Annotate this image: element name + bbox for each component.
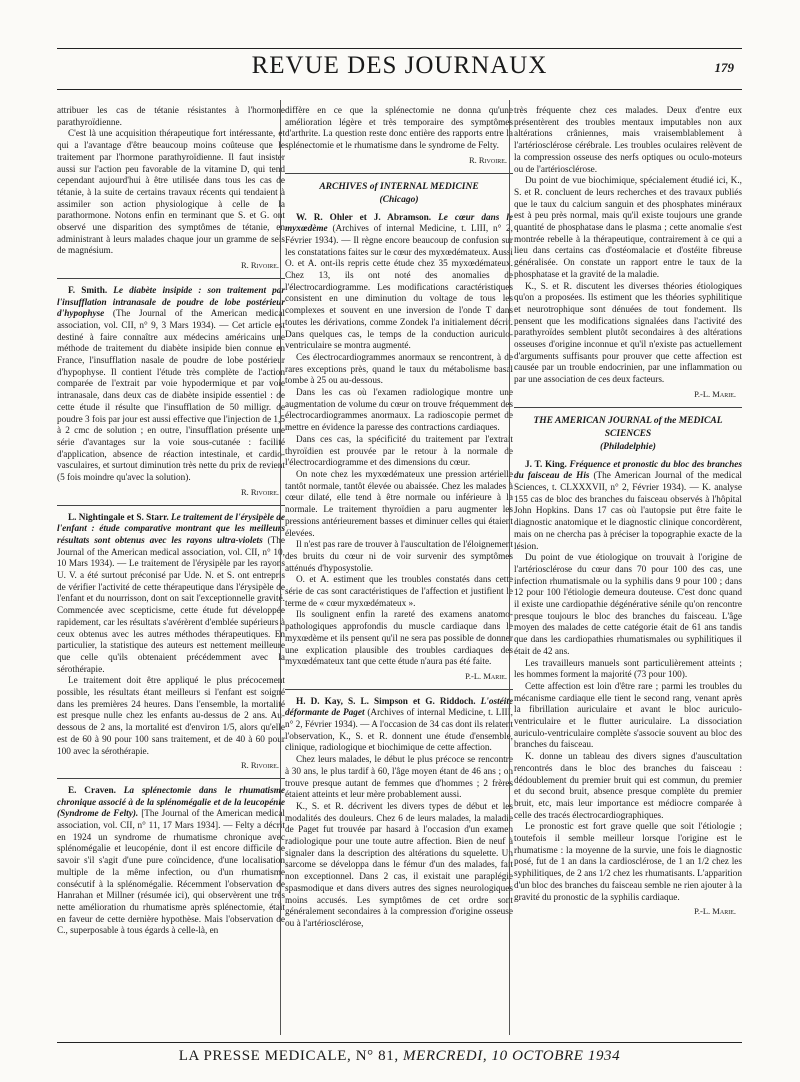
paragraph-text: K., S. et R. discutent les diverses théories étiologiques qu'on a proposées. Ils estiment que les théories syphilitique et neurotrophique sont dénuées de tout fondement. Ils pensent que les modifications signalées dans l'activité des parathyroïdes semblent plutôt secondaires à des altérations osseuses d'origine inconnue et qu'il n'existe pas actuellement d'arguments suffisants pour prouver que cette affection est causée par un trouble endocrinien, par une inflammation ou par une association de ces deux facteurs. [514,281,742,386]
paragraph-text: Dans les cas où l'examen radiologique montre une augmentation de volume du cœur on trouve fréquemment des électrocardiogrammes anormaux. La radioscopie permet de mettre en évidence la paresse des contractions cardiaques. [285,388,513,434]
paragraph [285,540,513,575]
page-footer [57,1047,742,1069]
paragraph [514,659,742,682]
footer-text [179,1048,621,1064]
entry-authors: L. Nightingale et S. Starr. [68,512,169,523]
paragraph [57,676,285,758]
paragraph-text: A l'occasion de 34 cas dont ils relatent l'observation, K., S. et R. donnent une étude d'ensemble, clinique, radiologique et biochimique de cette affection. [285,720,513,754]
entry-citation: (The American Journal of the medical Sciences, t. CLXXXVII, n° 2, Février 1934). — [514,471,742,493]
footer-rule [57,1042,742,1043]
journal-city: (Philadelphie) [600,441,656,452]
entry-title: Le cœur dans le myxœdème [285,212,514,235]
paragraph-text: Les travailleurs manuels sont particulièrement atteints ; les hommes forment la majorité (73 pour 100). [514,658,742,681]
entry-citation: (The Journal of the American medical association, vol. CII, n° 10, 10 Mars 1934). — [57,535,286,570]
separator-rule [57,278,285,279]
reviewer-signature: P.-L. Marie. [694,906,736,917]
entry-authors: H. D. Kay, S. L. Simpson et G. Riddoch. [296,696,476,707]
entry-authors: E. Craven. [68,785,116,796]
paragraph-text: Dans ces cas, la spécificité du traitement par l'extrait thyroïdien est prouvée par le retour à la normale de l'électrocardiogramme et des dimensions du cœur. [285,434,513,469]
reviewer-signature: P.-L. Marie. [465,670,507,681]
separator-rule [285,173,513,174]
separator-rule [57,778,285,779]
paragraph [285,388,513,435]
header-rule-bottom [57,89,742,90]
reviewer-signature: R. Rivoire. [240,760,279,771]
paragraph [285,353,513,388]
paragraph [514,752,742,822]
continued-text [57,106,285,272]
entry-title: Le traitement de l'érysipèle de l'enfant : étude comparative montrant que les meilleurs résultats sont obtenus avec les rayons ultra-violets [57,512,286,546]
paragraph-text: très fréquente chez ces malades. Deux d'entre eux présentèrent des troubles mentaux imputables non aux altérations crâniennes, mais vraisemblablement à l'artériosclérose cérébrale. Les troubles oculaires relèvent de la compression osseuse des nerfs optiques ou oculo-moteurs ou de l'artériosclérose. [514,106,742,175]
paragraph [285,575,513,610]
journal-section-heading [285,181,513,207]
review-entry [285,213,513,683]
paragraph-text: Felty a décrit en 1924 un syndrome de rhumatisme chronique avec splénomégalie et leucopénie, dont il est encore difficile de savoir s'il s'agit d'une pure coïncidence, d'une localisation multiple de la même infection, ou d'un rhumatisme consécutif à la splénomégalie. Récemment l'observation de Hanrahan et Millner (résumée ici), qui observèrent une très nette amélioration du rhumatisme après splénectomie, était en faveur de cette dernière hypothèse. Mais l'observation de C., superposable à tous égards à celle-là, en [57,821,285,937]
paragraph-text: Le pronostic est fort grave quelle que soit l'étiologie ; toutefois il semble meilleur lorsque l'origine est le rhumatisme : la moyenne de la survie, une fois le diagnostic posé, fut de 1 an dans la cardiosclérose, de 1 an 1/2 chez les syphilitiques, de 2 ans 1/2 chez les rhumatisants. L'apparition d'un bloc des branches du faisceau semble ne rien ajouter à la gravité du pronostic de la syphilis cardiaque. [514,822,742,903]
journal-name: THE AMERICAN JOURNAL of the MEDICAL SCIENCES [533,415,723,439]
entry-title: La splénectomie dans le rhumatisme chronique associé à de la splénomégalie et de la leucopénie (Syndrome de Felty). [57,785,286,820]
paragraph-text: Il règne encore beaucoup de confusion sur les constatations faites sur le cœur des myxœdémateux. Aussi O. et A. ont-ils repris cette étude chez 35 myxœdémateux. Chez 13, ils ont noté des anomalies de l'électrocardiogramme. Les modifications caractéristiques consistent en une diminution du voltage de tous les complexes et souvent en une inversion de l'onde T dans toutes les dérivations, comme Zondek l'a initialement décrit. Dans quelques cas, le temps de la conduction auriculo-ventriculaire se montra augmenté. [285,235,514,352]
journal-section-title: REVUE DES JOURNAUX [251,52,548,79]
paragraph-text: On note chez les myxœdémateux une pression artérielle tantôt normale, tantôt élevée ou abaissée. Chez les malades à cœur dilaté, elle tend à être normale ou inférieure à la normale. Le traitement thyroïdien a paru augmenter les pressions antérieurement basses et diminuer celles qui étaient élevées. [285,469,513,539]
paragraph [514,822,742,904]
review-entry [285,697,513,931]
header-rule-top [57,48,742,49]
paragraph [57,129,285,258]
paragraph [514,460,742,554]
paragraph [285,610,513,669]
paragraph [57,286,285,485]
entry-title: Le diabète insipide : son traitement par l'insufflation intranasale de poudre de lobe postérieur d'hypophyse [57,285,286,320]
paragraph [57,513,285,677]
paragraph [285,435,513,470]
entry-citation: (The Journal of the American medical association, vol. CII, n° 9, 3 Mars 1934). — [57,309,286,331]
paragraph-text: Ils soulignent enfin la rareté des examens anatomo-pathologiques approfondis du muscle cardiaque dans le myxœdème et ils pensent qu'il ne sera pas possible de donner une explication plausible des troubles cardiaques des myxœdémateux tant que cette étude n'aura pas été faite. [285,610,513,668]
reviewer-signature: P.-L. Marie. [694,388,736,399]
paragraph-text: C'est là une acquisition thérapeutique fort intéressante, et qui a l'avantage d'être beaucoup moins coûteuse que le traitement par l'hormone parathyroïdienne. Il faut insister aussi sur l'action peu favorable de la vitamine D, qui tend cependant aujourd'hui à être utilisée dans tous les cas de tétanie, à la suite de certains travaux récents qui tendaient à assimiler son action physiologique à celle de la parathormone. Notons enfin en terminant que S. et G. ont observé une disparition des symptômes de tétanie, en administrant à leurs malades chaque jour un gramme de sels de magnésium. [57,129,285,257]
text-column-3 [514,106,742,918]
paragraph-text: diffère en ce que la splénectomie ne donna qu'une amélioration légère et très temporaire des symptômes d'arthrite. La question reste donc entière des rapports entre la splénectomie et le rhumatisme dans le syndrome de Felty. [285,106,513,152]
reviewer-signature: R. Rivoire. [468,154,507,165]
reviewer-signature: R. Rivoire. [240,260,279,271]
paragraph-text: Du point de vue étiologique on trouvait à l'origine de l'artériosclérose du cœur dans 70 pour 100 des cas, une infection rhumatismale ou la syphilis dans 9 pour 100 ; dans 12 pour 100 l'étiologie demeura douteuse. C'est donc quand il existe une cardiopathie dégénérative sénile qu'on rencontre presque toujours le bloc des branches du faisceau. L'âge moyen des malades de cette catégorie était de 61 ans tandis que dans les cardiopathies rhumatismales ou syphilitiques il était de 42 ans. [514,553,742,657]
footer-date: MERCREDI, 10 OCTOBRE 1934 [403,1048,621,1064]
paragraph-text: Cet article est destiné à faire connaître aux médecins américains une méthode de traitement du diabète insipide bien connue en France, l'insufflation nasale de poudre de lobe postérieur d'hypophyse. Il contient l'étude très complète de l'action comparée de l'extrait par voie hypodermique et par voie intranasale, dans deux cas de diabète insipide essentiel : de cette étude il résulte que l'insufflation de 50 milligr. de poudre 3 fois par jour est aussi effective que l'injection de 1,5 à 2 cmc de solution ; en outre, l'insufflation présente une série d'avantages sur la voie sous-cutanée : facilité d'application, absence de réaction intestinale, et cardio-vasculaires, et surtout diminution très nette du prix de revient (5 fois moindre qu'avec la solution). [57,320,285,484]
paragraph-text: Le traitement de l'érysipèle par les rayons U. V. a été surtout préconisé par Ude. N. et S. ont entrepris de vérifier l'activité de cette thérapeutique dans l'érysipèle de l'enfant et du nourrisson, dont on sait l'exceptionnelle gravité. Commencée avec scepticisme, cette étude fut développée rapidement, car les résultats s'avérèrent d'emblée supérieurs à ceux obtenus avec les autres méthodes thérapeutiques. En particulier, la statistique des auteurs est nettement meilleure que celle qu'ils obtenaient précédemment avec la sérothérapie. [57,559,286,675]
entry-authors: J. T. King. [525,459,567,470]
page-number: 179 [714,60,734,75]
paragraph [514,682,742,752]
entry-citation: [The Journal of the American medical association, vol. CII, n° 11, 17 Mars 1934]. — [57,809,285,832]
review-entry [514,460,742,918]
continued-text [514,106,742,401]
paragraph [57,786,285,938]
journal-name: ARCHIVES of INTERNAL MEDICINE [319,181,479,192]
paragraph [514,282,742,387]
text-column-1 [57,106,285,938]
paragraph-text: Chez leurs malades, le début le plus précoce se rencontre à 30 ans, le plus tardif à 60, l'âge moyen étant de 46 ans ; on trouve presque autant de femmes que d'hommes ; 2 frères étaient atteints et leur mère probablement aussi. [285,755,513,801]
paragraph [285,697,513,756]
paragraph-text: Ces électrocardiogrammes anormaux se rencontrent, à de rares exceptions près, quand le taux du métabolisme basal tombe à 25 ou au-dessous. [285,352,513,387]
paragraph-text: K., S. et R. décrivent les divers types de début et les modalités des douleurs. Chez 6 de leurs malades, la maladie de Paget fut trouvée par hasard à l'occasion d'un examen radiologique pour une toute autre affection. Bien de neuf à signaler dans la description des altérations du squelette. Un sarcome se développa dans le fémur d'un des malades, fait non exceptionnel. Dans 2 cas, il existait une paraplégie spasmodique et dans divers autres des signes neurologiques moins accusés. Les symptômes de cet ordre sont généralement secondaires à la compression d'origine osseuse ou à l'artériosclérose, [285,801,513,929]
journal-section-heading [514,415,742,454]
paragraph-text: K. donne un tableau des divers signes d'auscultation rencontrés dans le bloc des branches du faisceau : dédoublement du premier bruit qui est commun, du premier et du second bruit, absence presque complète du premier bruit, etc, mais leur importance est médiocre comparée à celle des tracés électrocardiographiques. [514,752,742,821]
paragraph [285,470,513,540]
paragraph [285,213,513,353]
paragraph [285,106,513,153]
entry-authors: W. R. Ohler et J. Abramson. [296,212,432,223]
paragraph-text: Le traitement doit être appliqué le plus précocement possible, les résultats étant meilleurs si l'enfant est soigné dans les premières 24 heures. Dans l'ensemble, la mortalité est presque nulle chez les enfants au-dessus de 2 ans. Au-dessous de 2 ans, la mortalité est d'environ 1/5, alors qu'elle est de 60 à 90 pour 100 sans traitement, et de 40 à 60 pour 100 avec la sérothérapie. [57,676,285,757]
paragraph [514,176,742,281]
journal-city: (Chicago) [379,194,419,205]
separator-rule [514,407,742,408]
continued-text [285,106,513,167]
paragraph-text: attribuer les cas de tétanie résistantes à l'hormone parathyroïdienne. [57,106,285,128]
review-entry [57,786,285,938]
paragraph-text: K. analyse 155 cas de bloc des branches du faisceau observés à l'hôpital John Hopkins. Dans 17 cas où l'autopsie put être faite le diagnostic anatomique et le diagnostic clinique concordèrent, mais on ne chercha pas à préciser la topographie exacte de la lésion. [514,482,742,552]
column-divider [509,100,510,1035]
entry-citation: (Archives of internal Medicine, t. LIII, n° 2, Février 1934). — [285,224,513,246]
paragraph [514,106,742,176]
footer-publication: LA PRESSE MEDICALE, N° 81, [178,1048,399,1064]
separator-rule [57,505,285,506]
paragraph-text: Cette affection est loin d'être rare ; parmi les troubles du mécanisme cardiaque elle tient le second rang, venant après la fibrillation auriculaire et avant le bloc auriculo-ventriculaire et le flutter auriculaire. La dissociation auriculo-ventriculaire complète s'associe souvent au bloc des branches du faisceau. [514,681,742,751]
paragraph-text: Il n'est pas rare de trouver à l'auscultation de l'éloignement des bruits du cœur ni de voir survenir des symptômes atténués d'hyposystolie. [285,540,513,574]
reviewer-signature: R. Rivoire. [240,486,279,497]
entry-authors: F. Smith. [68,285,108,296]
column-divider [280,100,281,1035]
review-entry [57,286,285,499]
paragraph [57,106,285,129]
entry-title: L'ostéite déformante de Paget [285,696,514,719]
paragraph [514,553,742,658]
paragraph-text: O. et A. estiment que les troubles constatés dans cette série de cas sont caractéristiques de l'affection et justifient le terme de « cœur myxœdémateux ». [285,575,513,609]
text-column-2 [285,106,513,931]
entry-citation: (Archives of internal Medicine, t. LIII, n° 2, Février 1934). — [285,708,513,731]
paragraph [285,802,513,931]
paragraph-text: Du point de vue biochimique, spécialement étudié ici, K., S. et R. concluent de leurs recherches et des travaux publiés que le taux du calcium sanguin et des phosphates minéraux est à peu près normal, mais qu'il existe toujours une grande quantité de phosphatase dans le plasma ; cette anomalie s'est montrée rebelle à la thérapeutique, contrairement à ce qui a lieu dans certains cas d'ostéomalacie et d'ostéite fibreuse généralisée. On constate un rapport entre le taux de la phosphatase et la gravité de la maladie. [514,176,742,280]
page-header [57,52,742,86]
paragraph [285,755,513,802]
entry-title: Fréquence et pronostic du bloc des branches du faisceau de His [514,459,742,482]
separator-rule [285,689,513,690]
review-entry [57,513,285,772]
